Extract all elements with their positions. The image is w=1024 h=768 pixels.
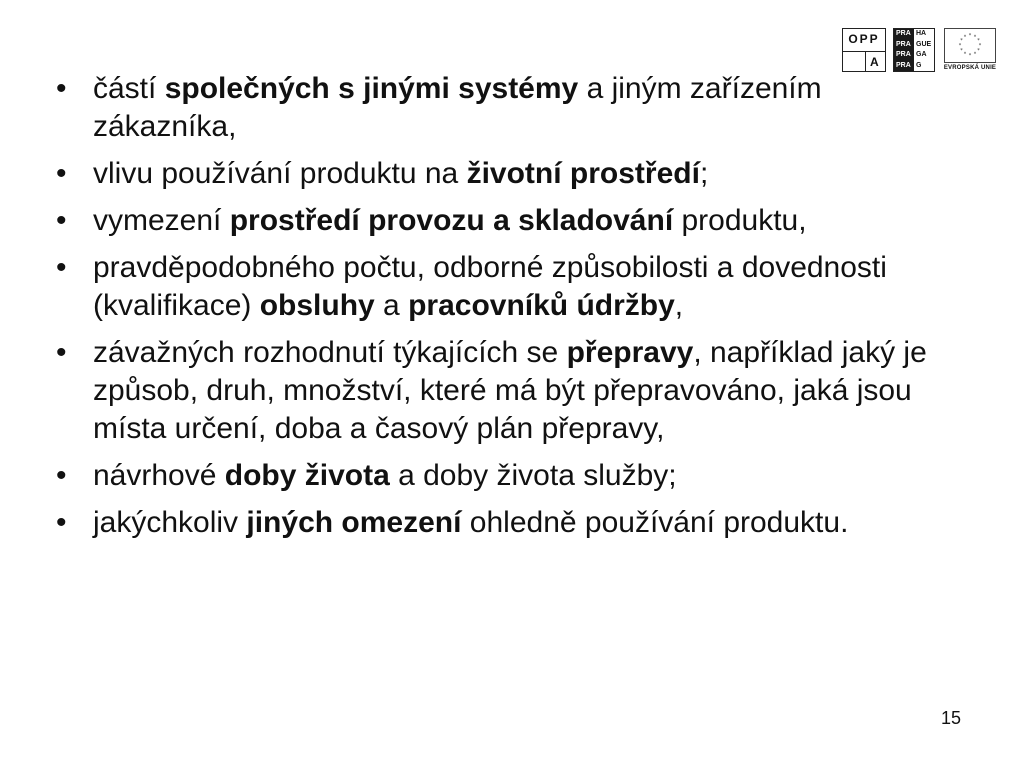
svg-text:*: * bbox=[963, 51, 967, 58]
svg-text:*: * bbox=[968, 53, 972, 59]
page-number: 15 bbox=[941, 708, 962, 728]
praha-word: GA bbox=[916, 51, 927, 58]
svg-text:*: * bbox=[977, 48, 980, 54]
svg-text:*: * bbox=[960, 38, 963, 44]
svg-text:*: * bbox=[963, 34, 967, 41]
opp-logo-letter: A bbox=[870, 55, 879, 69]
header-logos bbox=[842, 28, 998, 74]
bullet-item: • pravděpodobného počtu, odborné způsobilosti a dovednosti (kvalifikace) obsluhy a pracovníků údržby, bbox=[56, 249, 956, 325]
praha-word: PRA bbox=[894, 40, 914, 51]
svg-text:*: * bbox=[973, 51, 977, 58]
praha-logo bbox=[893, 28, 935, 72]
praha-word: PRA bbox=[894, 61, 914, 72]
praha-word: PRA bbox=[894, 50, 914, 61]
bullet-item: • jakýchkoliv jiných omezení ohledně používání produktu. bbox=[56, 504, 956, 542]
eu-flag-icon bbox=[944, 28, 996, 63]
eu-caption: EVROPSKÁ UNIE bbox=[943, 65, 997, 71]
bullet-item: • závažných rozhodnutí týkajících se přepravy, například jaký je způsob, druh, množství, které má být přepravováno, jaká jsou místa určení, doba a časový plán přepravy, bbox=[56, 334, 956, 448]
svg-text:*: * bbox=[973, 34, 977, 41]
svg-text:*: * bbox=[977, 38, 980, 44]
opp-logo bbox=[842, 28, 886, 72]
bullet-item: • vymezení prostředí provozu a skladování produktu, bbox=[56, 202, 956, 240]
bullet-item: • částí společných s jinými systémy a jiným zařízením zákazníka, bbox=[56, 70, 956, 146]
svg-text:*: * bbox=[978, 43, 982, 49]
praha-word: PRA bbox=[894, 29, 914, 40]
svg-text:*: * bbox=[968, 33, 972, 39]
opp-logo-text: OPP bbox=[848, 32, 880, 46]
svg-text:*: * bbox=[960, 48, 963, 54]
bullet-item: • návrhové doby života a doby života služby; bbox=[56, 457, 956, 495]
praha-word: GUE bbox=[916, 40, 932, 48]
praha-word: HA bbox=[916, 30, 927, 37]
eu-logo bbox=[942, 28, 998, 74]
bullet-item: • vlivu používání produktu na životní prostředí; bbox=[56, 155, 956, 193]
praha-word: G bbox=[916, 61, 922, 69]
svg-text:*: * bbox=[958, 43, 962, 49]
bullet-list bbox=[56, 70, 956, 551]
